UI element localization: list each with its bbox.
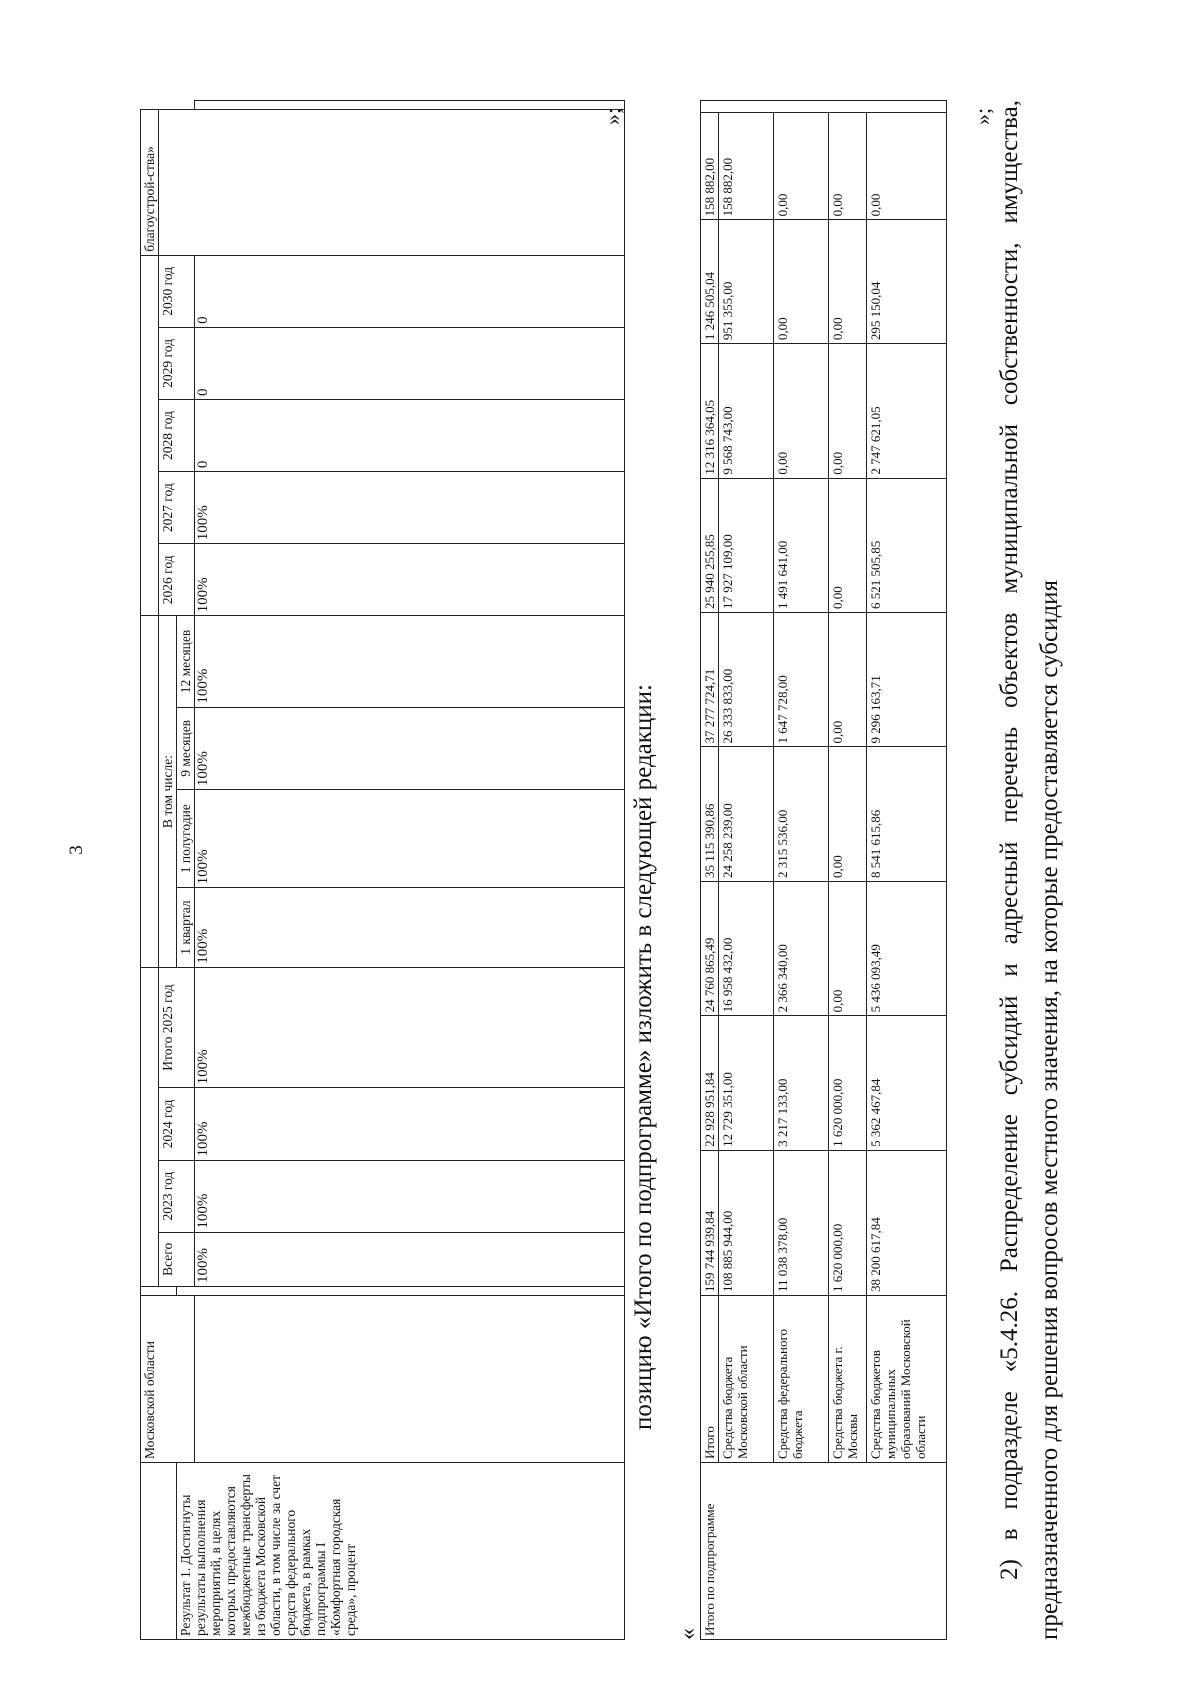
table-cell (159, 107, 625, 256)
value-cell: 1 491 641,00 (774, 478, 829, 612)
value-cell: 100% (195, 1088, 625, 1160)
value-cell: 0,00 (829, 613, 867, 747)
table-cell (177, 1286, 625, 1295)
table-row (774, 101, 829, 1640)
value-cell: 295 150,04 (867, 220, 947, 344)
value-cell: 9 568 743,00 (719, 344, 774, 478)
value-cell: 0,00 (829, 112, 867, 220)
value-cell: 24 258 239,00 (719, 747, 774, 881)
header-cell (141, 1286, 177, 1295)
value-cell: 100% (195, 472, 625, 544)
header-year: 2023 год (159, 1160, 195, 1232)
value-cell: 0 (195, 255, 625, 327)
header-year: 2030 год (159, 255, 195, 327)
closing-quote: »; (970, 107, 995, 125)
source-cell: Средства бюджета г. Москвы (829, 1296, 867, 1463)
region-cell: Московской области (141, 1296, 195, 1463)
value-cell: 22 928 951,84 (701, 1016, 719, 1150)
value-cell: 5 436 093,49 (867, 881, 947, 1015)
table-row (867, 101, 947, 1640)
value-cell: 159 744 939,84 (701, 1150, 719, 1295)
table-cell (141, 1463, 177, 1640)
value-cell: 100% (195, 544, 625, 616)
value-cell: 100% (195, 790, 625, 888)
value-cell: 100% (195, 1232, 625, 1286)
body-paragraph: 2) в подразделе «5.4.26. Распределение субсидий и адресный перечень объектов муниципальной собственности, имущества, предназначенного для решения вопросов местного значения, на которые предоставляется субсидия (996, 100, 1063, 1640)
value-cell: 0,00 (774, 220, 829, 344)
header-quarter: 9 месяцев (177, 707, 195, 789)
header-quarter: 1 полугодие (177, 790, 195, 888)
subprogram-totals-table (700, 100, 947, 1640)
value-cell: 0 (195, 327, 625, 399)
value-cell: 0,00 (829, 344, 867, 478)
value-cell: 37 277 724,71 (701, 613, 719, 747)
header-year: 2024 год (159, 1088, 195, 1160)
header-year: 2027 год (159, 472, 195, 544)
value-cell: 951 355,00 (719, 220, 774, 344)
source-cell: Средства бюджетов муниципальных образований Московской области (867, 1296, 947, 1463)
row-label: Итого по подпрограмме (701, 1463, 947, 1640)
value-cell: 2 366 340,00 (774, 881, 829, 1015)
value-cell: 1 620 000,00 (829, 1016, 867, 1150)
value-cell: 0,00 (867, 112, 947, 220)
value-cell: 108 885 944,00 (719, 1150, 774, 1295)
value-cell: 0 (195, 399, 625, 471)
value-cell: 25 940 255,85 (701, 478, 719, 612)
header-year: 2028 год (159, 399, 195, 471)
value-cell: 2 747 621,05 (867, 344, 947, 478)
value-cell: 17 927 109,00 (719, 478, 774, 612)
value-cell: 1 620 000,00 (829, 1150, 867, 1295)
header-in-that: В том числе: (159, 616, 177, 967)
value-cell: 158 882,00 (701, 112, 719, 220)
page-number: 3 (66, 845, 87, 855)
value-cell: 100% (195, 1160, 625, 1232)
opening-quote: « (675, 1628, 701, 1640)
value-cell: 11 038 378,00 (774, 1150, 829, 1295)
table-header-row (141, 101, 159, 1640)
value-cell: 158 882,00 (719, 112, 774, 220)
table-cell (195, 101, 625, 110)
value-cell: 26 333 833,00 (719, 613, 774, 747)
value-cell: 1 246 505,04 (701, 220, 719, 344)
header-quarter: 12 месяцев (177, 616, 195, 707)
value-cell: 100% (195, 967, 625, 1088)
header-quarter: 1 квартал (177, 888, 195, 967)
value-cell: 16 958 432,00 (719, 881, 774, 1015)
value-cell: 0,00 (774, 344, 829, 478)
value-cell: 1 647 728,00 (774, 613, 829, 747)
value-cell: 38 200 617,84 (867, 1150, 947, 1295)
rotated-page-content (40, 60, 1175, 1660)
value-cell: 0,00 (829, 478, 867, 612)
value-cell: 6 521 505,85 (867, 478, 947, 612)
header-year: 2029 год (159, 327, 195, 399)
table-row (195, 101, 625, 1640)
header-total: Всего (159, 1232, 195, 1286)
header-cell (141, 616, 159, 967)
value-cell: 100% (195, 707, 625, 789)
table-cell (195, 1296, 625, 1463)
header-year-total: Итого 2025 год (159, 967, 195, 1088)
table-row (829, 101, 867, 1640)
source-cell: Средства федерального бюджета (774, 1296, 829, 1463)
value-cell: 5 362 467,84 (867, 1016, 947, 1150)
value-cell: 100% (195, 616, 625, 707)
source-cell: Итого (701, 1296, 719, 1463)
results-table (140, 100, 625, 1640)
header-cell (141, 255, 159, 616)
table-row (701, 101, 719, 1640)
closing-quote: »; (600, 107, 625, 125)
value-cell: 100% (195, 888, 625, 967)
value-cell: 12 316 364,05 (701, 344, 719, 478)
value-cell: 0,00 (829, 747, 867, 881)
value-cell: 0,00 (829, 220, 867, 344)
value-cell: 8 541 615,86 (867, 747, 947, 881)
last-col-header: благоустрой-ства» (141, 110, 159, 256)
value-cell: 0,00 (774, 112, 829, 220)
header-year: 2026 год (159, 544, 195, 616)
value-cell: 12 729 351,00 (719, 1016, 774, 1150)
table-cell (701, 101, 947, 113)
value-cell: 0,00 (829, 881, 867, 1015)
value-cell: 24 760 865,49 (701, 881, 719, 1015)
value-cell: 9 296 163,71 (867, 613, 947, 747)
intro-line: позицию «Итого по подпрограмме» изложить в следующей редакции: (630, 684, 657, 1430)
value-cell: 2 315 536,00 (774, 747, 829, 881)
table-row (719, 101, 774, 1640)
result-label: Результат 1. Достигнуты результаты выполнения мероприятий, в целях которых предоставляются межбюджетные трансферты из бюджета Московской области, в том числе за счет средств федерального бюджета, в рамках подпрограммы I «Комфортная городская среда», процент (177, 1463, 625, 1640)
source-cell: Средства бюджета Московской области (719, 1296, 774, 1463)
value-cell: 3 217 133,00 (774, 1016, 829, 1150)
value-cell: 35 115 390,86 (701, 747, 719, 881)
header-cell (141, 967, 159, 1286)
